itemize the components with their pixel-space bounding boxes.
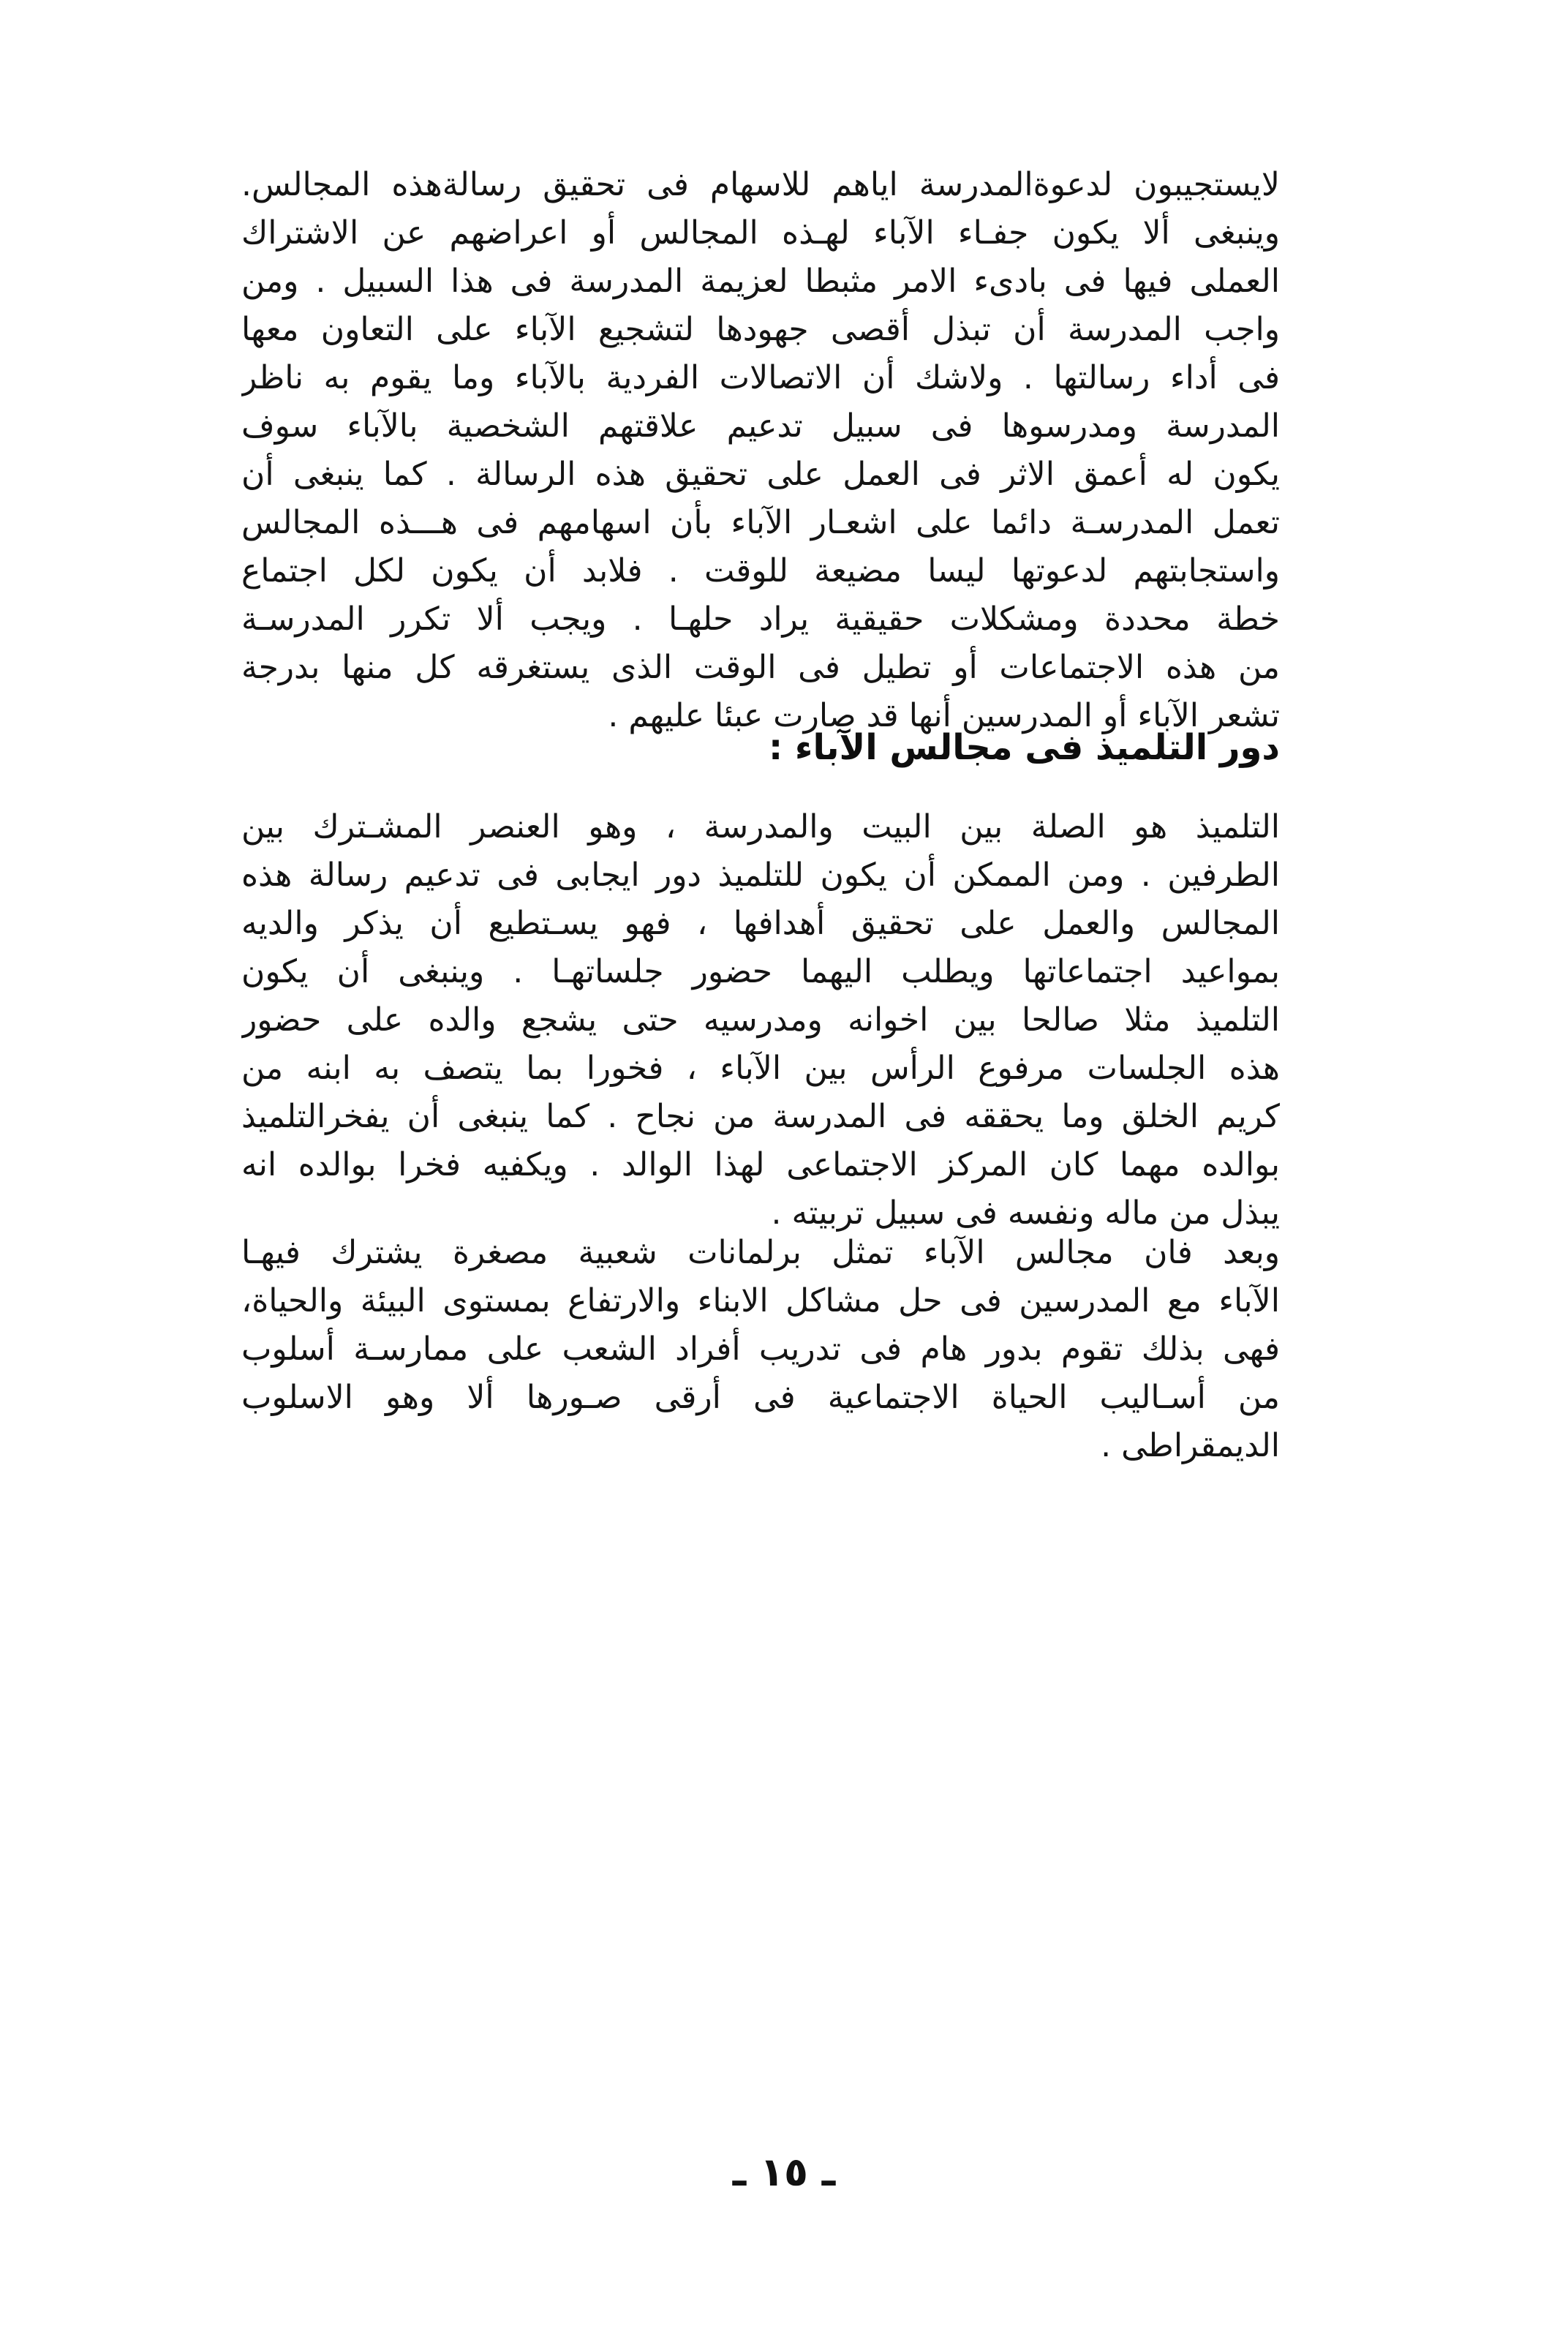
- text-line: كريم الخلق وما يحققه فى المدرسة من نجاح . كما ينبغى أن يفخرالتلميذ: [241, 1098, 1280, 1135]
- text-line: بمواعيد اجتماعاتها ويطلب اليهما حضور جلساتهـا . وينبغى أن يكون: [241, 953, 1280, 990]
- text-line: المدرسة ومدرسوها فى سبيل تدعيم علاقتهم الشخصية بالآباء سوف: [241, 407, 1280, 445]
- text-line: هذه الجلسات مرفوع الرأس بين الآباء ، فخورا بما يتصف به ابنه من: [241, 1050, 1280, 1087]
- paragraph-2: [241, 803, 1280, 1238]
- text-line: التلميذ هو الصلة بين البيت والمدرسة ، وهو العنصر المشـترك بين: [241, 808, 1280, 846]
- text-line: تشعر الآباء أو المدرسين أنها قد صارت عبئا عليهم .: [608, 697, 1280, 734]
- text-line: من هذه الاجتماعات أو تطيل فى الوقت الذى يستغرقه كل منها بدرجة: [241, 649, 1280, 686]
- text-line: واجب المدرسة أن تبذل أقصى جهودها لتشجيع الآباء على التعاون معها: [241, 311, 1280, 348]
- text-line: وينبغى ألا يكون جفـاء الآباء لهـذه المجالس أو اعراضهم عن الاشتراك: [241, 214, 1280, 252]
- text-line: وبعد فان مجالس الآباء تمثل برلمانات شعبية مصغرة يشترك فيهـا: [241, 1234, 1280, 1271]
- text-line: لايستجيبون لدعوةالمدرسة اياهم للاسهام فى تحقيق رسالةهذه المجالس.: [241, 166, 1280, 203]
- section-heading: دور التلميذ فى مجالس الآباء :: [769, 727, 1280, 768]
- text-line: خطة محددة ومشكلات حقيقية يراد حلهـا . ويجب ألا تكرر المدرسـة: [241, 601, 1280, 638]
- page-number: ـ ١٥ ـ: [732, 2149, 836, 2195]
- text-line: تعمل المدرسـة دائما على اشعـار الآباء بأن اسهامهم فى هـــذه المجالس: [241, 504, 1280, 541]
- text-line: يبذل من ماله ونفسه فى سبيل تربيته .: [771, 1194, 1280, 1232]
- paragraph-1: [241, 161, 1280, 740]
- paragraph-3: [241, 1229, 1280, 1470]
- text-line: الديمقراطى .: [1101, 1427, 1280, 1464]
- text-line: فى أداء رسالتها . ولاشك أن الاتصالات الفردية بالآباء وما يقوم به ناظر: [241, 359, 1280, 396]
- text-line: يكون له أعمق الاثر فى العمل على تحقيق هذه الرسالة . كما ينبغى أن: [241, 456, 1280, 493]
- text-line: الطرفين . ومن الممكن أن يكون للتلميذ دور ايجابى فى تدعيم رسالة هذه: [241, 857, 1280, 894]
- text-line: التلميذ مثلا صالحا بين اخوانه ومدرسيه حتى يشجع والده على حضور: [241, 1001, 1280, 1039]
- text-line: العملى فيها فى بادىء الامر مثبطا لعزيمة المدرسة فى هذا السبيل . ومن: [241, 263, 1280, 300]
- text-line: فهى بذلك تقوم بدور هام فى تدريب أفراد الشعب على ممارسـة أسلوب: [241, 1330, 1280, 1368]
- text-line: المجالس والعمل على تحقيق أهدافها ، فهو يسـتطيع أن يذكر والديه: [241, 905, 1280, 942]
- text-line: من أسـاليب الحياة الاجتماعية فى أرقى صـورها ألا وهو الاسلوب: [241, 1379, 1280, 1416]
- text-line: واستجابتهم لدعوتها ليسا مضيعة للوقت . فلابد أن يكون لكل اجتماع: [241, 552, 1280, 590]
- text-line: الآباء مع المدرسين فى حل مشاكل الابناء والارتفاع بمستوى البيئة والحياة،: [241, 1282, 1280, 1320]
- text-line: بوالده مهما كان المركز الاجتماعى لهذا الوالد . ويكفيه فخرا بوالده انه: [241, 1146, 1280, 1183]
